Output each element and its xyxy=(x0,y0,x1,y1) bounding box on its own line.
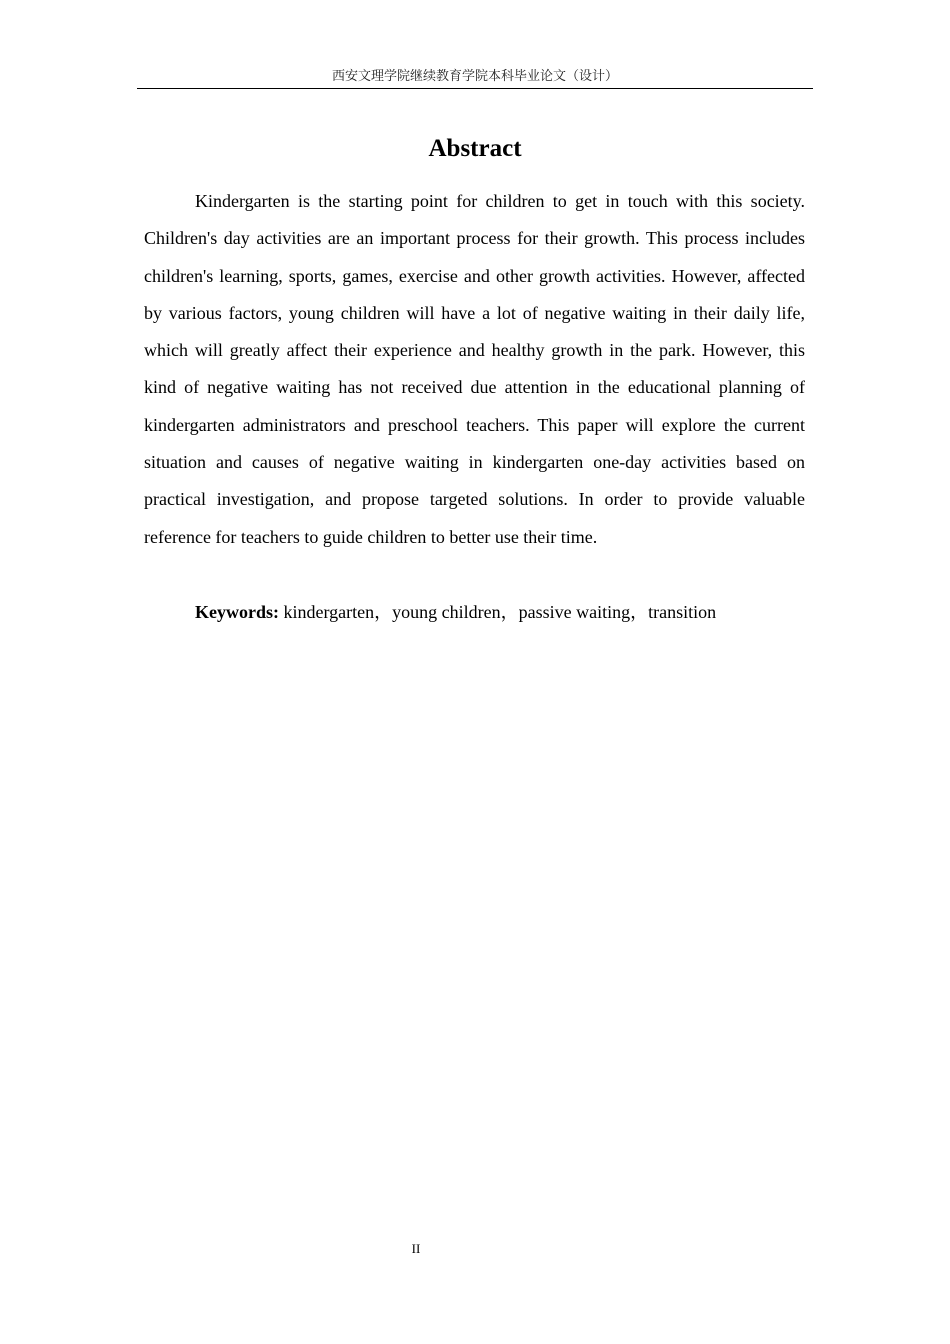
abstract-title: Abstract xyxy=(428,135,522,162)
abstract-paragraph: Kindergarten is the starting point for children to get in touch with this society. Children's day activities are an important process for their growth. This process includes children's learning, sports, games, exercise and other growth activities. However, affected by various factors, young children will have a lot of negative waiting in their daily life, which will greatly affect their experience and healthy growth in the park. However, this kind of negative waiting has not received due attention in the educational planning of kindergarten administrators and preschool teachers. This paper will explore the current situation and causes of negative waiting in kindergarten one-day activities based on practical investigation, and propose targeted solutions. In order to provide valuable reference for teachers to guide children to better use their time. xyxy=(144,191,805,547)
keywords-label: Keywords: xyxy=(195,602,279,622)
keywords-value: kindergarten，young children，passive waiting，transition xyxy=(279,602,717,622)
running-header: 西安文理学院继续教育学院本科毕业论文（设计） xyxy=(137,66,813,89)
page-number: II xyxy=(411,1241,421,1256)
keywords-line xyxy=(195,594,805,631)
